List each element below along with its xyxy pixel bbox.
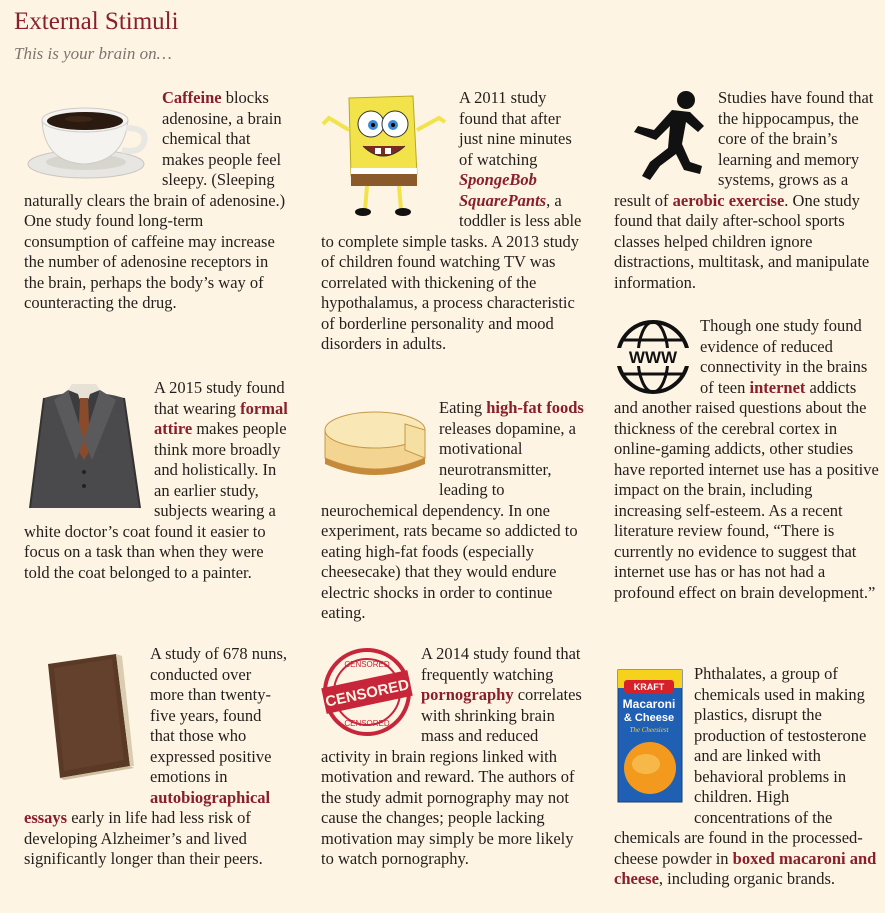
box-product-line2: & Cheese xyxy=(623,712,675,724)
attire-highlight: formal attire xyxy=(154,398,288,438)
internet-before: Though one study found evidence of reduced connectivity in the brains of teen xyxy=(700,316,868,397)
caffeine-highlight: Caffeine xyxy=(162,88,222,107)
attire-after: makes people think more broadly and holistically. In an earlier study, subjects wearing a white doctor’s coat found it easier to focus on a task than when they were told the coat belonged to a painter. xyxy=(24,419,287,582)
internet-after: addicts and another raised questions about the thickness of the cerebral cortex in online-gaming addicts, other studies have reported internet use has a positive impact on the brain, including increasing self-esteem. As a recent literature review found, “There is currently no evidence to suggest that internet use has or has not had a profound effect on brain development.” xyxy=(614,377,879,602)
censored-stamp-bottom-text: CENSORED xyxy=(344,719,390,728)
cheesecake-icon xyxy=(321,400,431,490)
pornography-item xyxy=(321,644,586,870)
censored-stamp-top-text: CENSORED xyxy=(344,660,390,669)
autobiographical-essays-item xyxy=(24,644,289,870)
running-man-icon xyxy=(614,90,710,186)
page-subtitle: This is your brain on… xyxy=(14,44,172,63)
www-text: WWW xyxy=(628,348,678,367)
high-fat-foods-item xyxy=(321,398,586,624)
internet-item xyxy=(614,316,879,603)
essays-before: A study of 678 nuns, conducted over more than twenty-five years, found that those who expressed positive emotions in xyxy=(150,644,288,786)
caffeine-body: blocks adenosine, a brain chemical that makes people feel sleepy. (Sleeping naturally clears the brain of adenosine.) One study found long-term consumption of caffeine may increase the number of adenosine receptors in the brain, perhaps the body’s way of counteracting the drug. xyxy=(24,88,286,312)
caffeine-item xyxy=(24,88,289,314)
highfat-highlight: high-fat foods xyxy=(486,398,584,417)
page-title: External Stimuli xyxy=(14,8,179,35)
spongebob-icon xyxy=(321,90,451,220)
macaroni-item xyxy=(614,664,879,890)
box-tagline: The Cheesiest xyxy=(629,726,669,734)
aerobic-highlight: aerobic exercise xyxy=(672,190,785,210)
spongebob-after: , a toddler is less able to complete simple tasks. A 2013 study of children found watching TV was correlated with thickening of the hypothalamus, a process characteristic of borderline personality and mood disorders in adults. xyxy=(321,190,582,353)
suit-icon xyxy=(24,380,146,510)
aerobic-after: . One study found that daily after-school sports classes helped children ignore distractions, multitask, and manipulate information. xyxy=(614,190,870,292)
highfat-after: releases dopamine, a motivational neurotransmitter, leading to neurochemical dependency. In one experiment, rats became so addicted to eating high-fat foods (especially cheesecake) that they would endure electric shocks in order to continue eating. xyxy=(321,418,578,622)
censored-stamp-text: CENSORED xyxy=(323,676,411,711)
spongebob-item xyxy=(321,88,586,355)
coffee-cup-icon xyxy=(24,90,154,182)
leather-book-icon xyxy=(24,646,142,786)
pornography-before: A 2014 study found that frequently watching xyxy=(421,644,581,684)
spongebob-highlight: SpongeBob SquarePants xyxy=(459,170,547,210)
macaroni-after: , including organic brands. xyxy=(658,869,836,888)
macaroni-before: Phthalates, a group of chemicals used in making plastics, disrupt the production of testosterone and are linked with behavioral problems in children. High concentrations of the chemicals are found in the processed-cheese powder in xyxy=(614,664,867,868)
internet-highlight: internet xyxy=(749,377,806,397)
essays-after: early in life had less risk of developing Alzheimer’s and lived significantly longer than their peers. xyxy=(24,808,263,868)
pornography-after: correlates with shrinking brain mass and reduced activity in brain regions linked with motivation and reward. The authors of the study admit pornography may not cause the changes; people lacking motivation may simply be more likely to watch pornography. xyxy=(321,685,582,868)
formal-attire-item xyxy=(24,378,289,583)
spongebob-before: A 2011 study found that after just nine minutes of watching xyxy=(459,88,572,169)
pornography-highlight: pornography xyxy=(421,685,514,704)
censored-stamp-icon xyxy=(321,646,413,738)
mac-and-cheese-box-icon xyxy=(614,666,686,806)
kraft-brand: KRAFT xyxy=(633,682,665,692)
aerobic-exercise-item xyxy=(614,88,879,293)
globe-www-icon xyxy=(614,318,692,396)
attire-before: A 2015 study found that wearing xyxy=(154,378,285,418)
highfat-before: Eating xyxy=(439,398,487,417)
essays-highlight: autobiographical essays xyxy=(24,787,271,827)
macaroni-highlight: boxed macaroni and cheese xyxy=(614,848,877,888)
aerobic-before: Studies have found that the hippocampus, the core of the brain’s learning and memory systems, grows as a result of xyxy=(614,88,874,210)
box-product-line1: Macaroni xyxy=(622,697,676,711)
